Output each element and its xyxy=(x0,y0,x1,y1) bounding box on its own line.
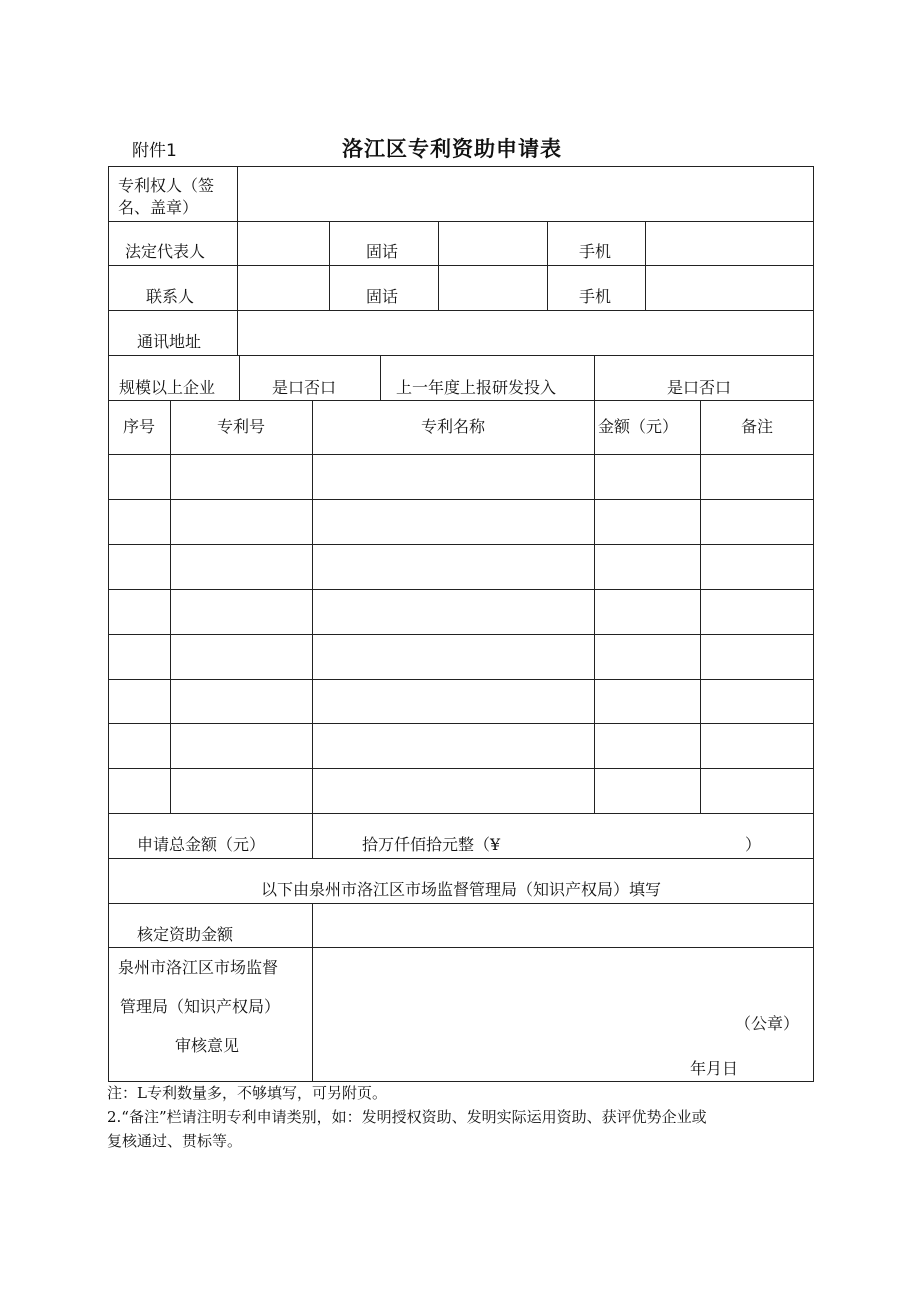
cell-patent-name[interactable] xyxy=(313,455,593,498)
col-header-patent-no: 专利号 xyxy=(216,417,266,436)
note-line-3: 复核通过、贯标等。 xyxy=(107,1132,243,1150)
col-line xyxy=(594,355,595,401)
cell-patent-no[interactable] xyxy=(171,635,311,678)
cell-amount[interactable] xyxy=(595,590,699,633)
cell-patent-no[interactable] xyxy=(171,545,311,588)
col-line xyxy=(239,355,240,401)
cell-amount[interactable] xyxy=(595,635,699,678)
contact-mobile-label: 手机 xyxy=(579,287,612,306)
cell-index[interactable] xyxy=(109,769,169,812)
approved-amount-label: 核定资助金额 xyxy=(137,925,234,944)
scale-enterprise-checkboxes[interactable]: 是口否口 xyxy=(272,378,337,397)
cell-amount[interactable] xyxy=(595,769,699,812)
total-amount-value[interactable]: 拾万仟佰拾元整（¥ xyxy=(362,835,501,854)
note-line-2: 2.“备注”栏请注明专利申请类别，如：发明授权资助、发明实际运用资助、获评优势企业或 xyxy=(107,1108,707,1126)
cell-index[interactable] xyxy=(109,724,169,767)
cell-remarks[interactable] xyxy=(701,455,812,498)
contact-mobile-field[interactable] xyxy=(646,266,812,309)
cell-index[interactable] xyxy=(109,635,169,678)
address-label: 通讯地址 xyxy=(137,332,202,351)
cell-remarks[interactable] xyxy=(701,635,812,678)
rd-investment-checkboxes[interactable]: 是口否口 xyxy=(667,378,732,397)
row-line xyxy=(108,813,814,814)
contact-landline-label: 固话 xyxy=(366,287,399,306)
cell-amount[interactable] xyxy=(595,724,699,767)
cell-amount[interactable] xyxy=(595,455,699,498)
review-label-line3: 审核意见 xyxy=(175,1036,240,1055)
cell-remarks[interactable] xyxy=(701,545,812,588)
cell-patent-name[interactable] xyxy=(313,545,593,588)
rd-investment-label: 上一年度上报研发投入 xyxy=(396,378,557,397)
cell-patent-name[interactable] xyxy=(313,680,593,723)
cell-patent-name[interactable] xyxy=(313,769,593,812)
legal-rep-label: 法定代表人 xyxy=(125,242,206,261)
total-amount-label: 申请总金额（元） xyxy=(137,835,266,854)
cell-remarks[interactable] xyxy=(701,769,812,812)
attachment-label: 附件1 xyxy=(132,141,177,161)
cell-patent-no[interactable] xyxy=(171,680,311,723)
col-line xyxy=(380,355,381,401)
cell-index[interactable] xyxy=(109,545,169,588)
col-line xyxy=(547,221,548,311)
cell-remarks[interactable] xyxy=(701,500,812,543)
legal-rep-field[interactable] xyxy=(238,222,328,264)
cell-index[interactable] xyxy=(109,590,169,633)
contact-label: 联系人 xyxy=(146,287,195,306)
cell-remarks[interactable] xyxy=(701,680,812,723)
cell-index[interactable] xyxy=(109,455,169,498)
cell-index[interactable] xyxy=(109,680,169,723)
cell-patent-no[interactable] xyxy=(171,590,311,633)
total-amount-close-paren: ） xyxy=(745,835,762,854)
patentee-signature-field[interactable] xyxy=(239,167,812,220)
cell-patent-name[interactable] xyxy=(313,635,593,678)
approved-amount-field[interactable] xyxy=(313,904,812,946)
cell-patent-no[interactable] xyxy=(171,724,311,767)
legal-rep-mobile-label: 手机 xyxy=(579,242,612,261)
legal-rep-mobile-field[interactable] xyxy=(646,222,812,264)
patentee-label-line1: 专利权人（签 xyxy=(118,176,215,195)
col-line xyxy=(312,813,313,859)
cell-patent-no[interactable] xyxy=(171,769,311,812)
col-header-remarks: 备注 xyxy=(740,417,774,436)
legal-rep-landline-field[interactable] xyxy=(439,222,546,264)
col-header-patent-name: 专利名称 xyxy=(420,417,486,436)
cell-patent-no[interactable] xyxy=(171,500,311,543)
table-bottom-border xyxy=(108,1081,814,1082)
cell-remarks[interactable] xyxy=(701,590,812,633)
cell-amount[interactable] xyxy=(595,500,699,543)
cell-patent-name[interactable] xyxy=(313,590,593,633)
cell-patent-no[interactable] xyxy=(171,455,311,498)
row-line xyxy=(108,858,814,859)
office-fill-banner: 以下由泉州市洛江区市场监督管理局（知识产权局）填写 xyxy=(260,880,662,899)
row-line xyxy=(108,400,814,401)
row-line xyxy=(108,355,814,356)
table-right-border xyxy=(813,166,814,1082)
cell-amount[interactable] xyxy=(595,680,699,723)
cell-patent-name[interactable] xyxy=(313,500,593,543)
contact-field[interactable] xyxy=(238,266,328,309)
review-date-label: 年月日 xyxy=(690,1059,739,1078)
cell-index[interactable] xyxy=(109,500,169,543)
cell-remarks[interactable] xyxy=(701,724,812,767)
legal-rep-landline-label: 固话 xyxy=(366,242,399,261)
cell-amount[interactable] xyxy=(595,545,699,588)
col-header-index: 序号 xyxy=(122,417,156,436)
address-field[interactable] xyxy=(238,311,812,354)
col-line xyxy=(329,221,330,311)
review-label-line1: 泉州市洛江区市场监督 xyxy=(118,958,279,977)
patentee-label-line2: 名、盖章） xyxy=(118,198,199,217)
col-header-amount: 金额（元） xyxy=(597,417,679,436)
official-seal-label: （公章） xyxy=(735,1014,800,1033)
contact-landline-field[interactable] xyxy=(439,266,546,309)
form-title: 洛江区专利资助申请表 xyxy=(342,137,562,161)
note-line-1: 注：L专利数量多，不够填写，可另附页。 xyxy=(107,1084,387,1102)
cell-patent-name[interactable] xyxy=(313,724,593,767)
scale-enterprise-label: 规模以上企业 xyxy=(119,378,216,397)
review-label-line2: 管理局（知识产权局） xyxy=(120,997,281,1016)
